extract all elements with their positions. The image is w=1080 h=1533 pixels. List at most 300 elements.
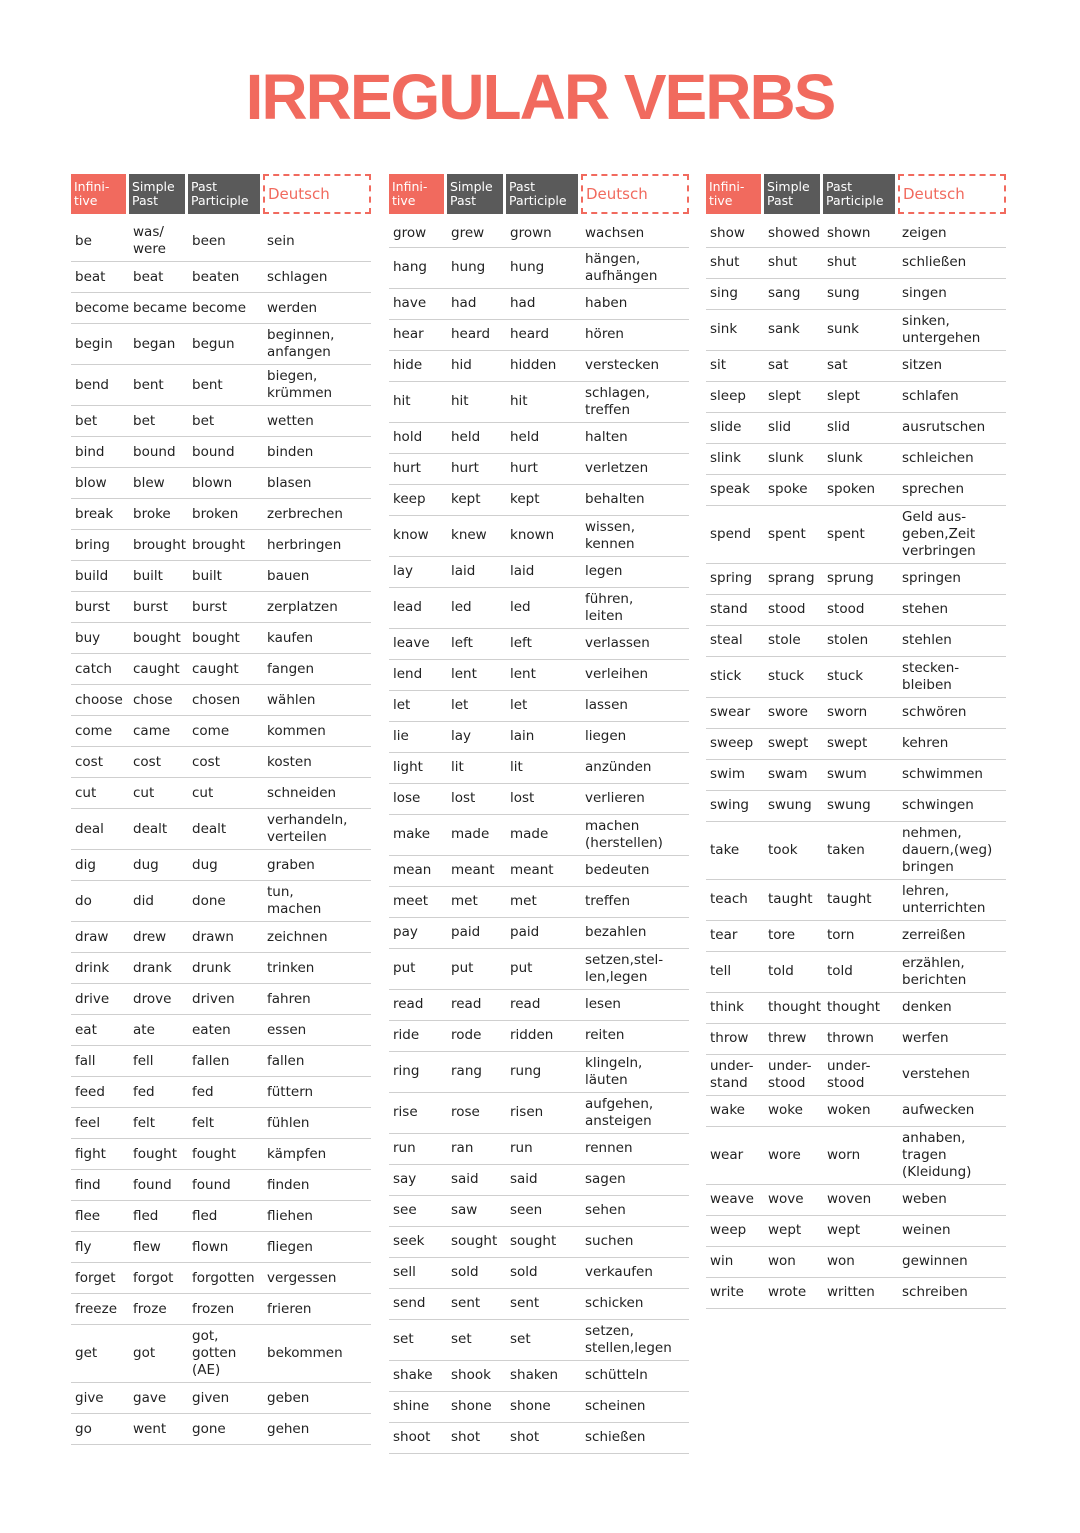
verb-row bbox=[389, 659, 689, 690]
cell-infinitive: shut bbox=[706, 247, 764, 278]
cell-past-participle: worn bbox=[823, 1126, 898, 1184]
cell-infinitive: leave bbox=[389, 628, 447, 659]
header-simple-past-label: Simple Past bbox=[450, 179, 493, 208]
cell-infinitive: do bbox=[71, 881, 129, 922]
cell-infinitive: spend bbox=[706, 505, 764, 563]
cell-simple-past: sank bbox=[764, 309, 823, 350]
cell-past-participle: slid bbox=[823, 412, 898, 443]
cell-deutsch: reiten bbox=[581, 1020, 689, 1051]
cell-simple-past: cut bbox=[129, 778, 188, 809]
cell-deutsch: aufgehen, ansteigen bbox=[581, 1092, 689, 1133]
cell-deutsch: sitzen bbox=[898, 350, 1006, 381]
verb-row bbox=[389, 1092, 689, 1133]
cell-infinitive: lead bbox=[389, 587, 447, 628]
cell-deutsch: schreiben bbox=[898, 1277, 1006, 1308]
cell-deutsch: herbringen bbox=[263, 530, 371, 561]
cell-simple-past: began bbox=[129, 324, 188, 365]
cell-deutsch: lassen bbox=[581, 690, 689, 721]
cell-past-participle: sworn bbox=[823, 697, 898, 728]
cell-deutsch: kämpfen bbox=[263, 1139, 371, 1170]
cell-deutsch: stehen bbox=[898, 594, 1006, 625]
cell-deutsch: werden bbox=[263, 293, 371, 324]
cell-simple-past: drank bbox=[129, 953, 188, 984]
verb-row bbox=[389, 556, 689, 587]
cell-simple-past: threw bbox=[764, 1023, 823, 1054]
cell-past-participle: come bbox=[188, 716, 263, 747]
verb-row bbox=[71, 468, 371, 499]
cell-past-participle: set bbox=[506, 1319, 581, 1360]
cell-past-participle: rung bbox=[506, 1051, 581, 1092]
cell-simple-past: made bbox=[447, 814, 506, 855]
cell-past-participle: woven bbox=[823, 1184, 898, 1215]
cell-infinitive: hang bbox=[389, 247, 447, 288]
verb-row bbox=[706, 759, 1006, 790]
verb-row bbox=[706, 920, 1006, 951]
cell-past-participle: heard bbox=[506, 319, 581, 350]
cell-past-participle: broken bbox=[188, 499, 263, 530]
cell-past-participle: lain bbox=[506, 721, 581, 752]
cell-simple-past: hit bbox=[447, 381, 506, 422]
cell-simple-past: fought bbox=[129, 1139, 188, 1170]
cell-past-participle: stolen bbox=[823, 625, 898, 656]
cell-infinitive: sweep bbox=[706, 728, 764, 759]
cell-infinitive: steal bbox=[706, 625, 764, 656]
cell-infinitive: get bbox=[71, 1325, 129, 1383]
verb-row bbox=[389, 1422, 689, 1453]
cell-simple-past: saw bbox=[447, 1195, 506, 1226]
verb-row bbox=[71, 809, 371, 850]
verb-row bbox=[71, 324, 371, 365]
header-simple-past bbox=[764, 172, 823, 216]
cell-simple-past: wept bbox=[764, 1215, 823, 1246]
cell-deutsch: blasen bbox=[263, 468, 371, 499]
cell-infinitive: hold bbox=[389, 422, 447, 453]
cell-deutsch: behalten bbox=[581, 484, 689, 515]
cell-deutsch: trinken bbox=[263, 953, 371, 984]
cell-simple-past: shone bbox=[447, 1391, 506, 1422]
cell-simple-past: lay bbox=[447, 721, 506, 752]
verb-row bbox=[71, 1325, 371, 1383]
cell-past-participle: said bbox=[506, 1164, 581, 1195]
verb-row bbox=[71, 365, 371, 406]
cell-infinitive: sleep bbox=[706, 381, 764, 412]
cell-infinitive: choose bbox=[71, 685, 129, 716]
cell-past-participle: lost bbox=[506, 783, 581, 814]
verb-row bbox=[706, 594, 1006, 625]
cell-simple-past: shot bbox=[447, 1422, 506, 1453]
cell-past-participle: made bbox=[506, 814, 581, 855]
cell-deutsch: erzählen, berichten bbox=[898, 951, 1006, 992]
verb-table-3 bbox=[706, 172, 1006, 1309]
cell-past-participle: sunk bbox=[823, 309, 898, 350]
cell-deutsch: zerreißen bbox=[898, 920, 1006, 951]
cell-past-participle: taken bbox=[823, 821, 898, 879]
verb-row bbox=[706, 1054, 1006, 1095]
verb-row bbox=[71, 1015, 371, 1046]
verb-table bbox=[389, 172, 689, 1454]
cell-deutsch: schneiden bbox=[263, 778, 371, 809]
cell-infinitive: hit bbox=[389, 381, 447, 422]
cell-infinitive: dig bbox=[71, 850, 129, 881]
cell-simple-past: fled bbox=[129, 1201, 188, 1232]
cell-past-participle: risen bbox=[506, 1092, 581, 1133]
verb-row bbox=[706, 1215, 1006, 1246]
cell-simple-past: swam bbox=[764, 759, 823, 790]
cell-deutsch: kaufen bbox=[263, 623, 371, 654]
cell-simple-past: froze bbox=[129, 1294, 188, 1325]
cell-simple-past: put bbox=[447, 948, 506, 989]
cell-past-participle: sought bbox=[506, 1226, 581, 1257]
cell-deutsch: fühlen bbox=[263, 1108, 371, 1139]
cell-simple-past: grew bbox=[447, 216, 506, 247]
cell-simple-past: felt bbox=[129, 1108, 188, 1139]
cell-past-participle: bound bbox=[188, 437, 263, 468]
cell-simple-past: got bbox=[129, 1325, 188, 1383]
cell-simple-past: showed bbox=[764, 216, 823, 247]
cell-deutsch: scheinen bbox=[581, 1391, 689, 1422]
verb-row bbox=[389, 917, 689, 948]
cell-past-participle: cost bbox=[188, 747, 263, 778]
cell-simple-past: wove bbox=[764, 1184, 823, 1215]
cell-simple-past: told bbox=[764, 951, 823, 992]
verb-table-1 bbox=[71, 172, 371, 1445]
cell-past-participle: paid bbox=[506, 917, 581, 948]
cell-simple-past: stuck bbox=[764, 656, 823, 697]
header-past-participle-label: Past Participle bbox=[191, 179, 249, 208]
verb-row bbox=[389, 721, 689, 752]
cell-simple-past: shut bbox=[764, 247, 823, 278]
cell-simple-past: sought bbox=[447, 1226, 506, 1257]
verb-row bbox=[389, 1360, 689, 1391]
header-simple-past-label: Simple Past bbox=[767, 179, 810, 208]
header-infinitive bbox=[71, 172, 129, 216]
cell-deutsch: hängen, aufhängen bbox=[581, 247, 689, 288]
verb-row bbox=[706, 879, 1006, 920]
cell-past-participle: done bbox=[188, 881, 263, 922]
cell-simple-past: heard bbox=[447, 319, 506, 350]
verb-row bbox=[71, 881, 371, 922]
cell-past-participle: begun bbox=[188, 324, 263, 365]
cell-past-participle: swung bbox=[823, 790, 898, 821]
verb-row bbox=[71, 778, 371, 809]
cell-simple-past: stood bbox=[764, 594, 823, 625]
cell-deutsch: sprechen bbox=[898, 474, 1006, 505]
cell-simple-past: had bbox=[447, 288, 506, 319]
cell-simple-past: spent bbox=[764, 505, 823, 563]
verb-row bbox=[71, 437, 371, 468]
cell-simple-past: swore bbox=[764, 697, 823, 728]
cell-simple-past: hid bbox=[447, 350, 506, 381]
cell-deutsch: fliehen bbox=[263, 1201, 371, 1232]
cell-infinitive: keep bbox=[389, 484, 447, 515]
cell-past-participle: been bbox=[188, 216, 263, 262]
cell-deutsch: schlagen, treffen bbox=[581, 381, 689, 422]
cell-simple-past: took bbox=[764, 821, 823, 879]
cell-deutsch: aufwecken bbox=[898, 1095, 1006, 1126]
cell-simple-past: ran bbox=[447, 1133, 506, 1164]
cell-infinitive: cost bbox=[71, 747, 129, 778]
cell-deutsch: schicken bbox=[581, 1288, 689, 1319]
cell-past-participle: sent bbox=[506, 1288, 581, 1319]
cell-past-participle: slept bbox=[823, 381, 898, 412]
header-infinitive-label: Infini- tive bbox=[74, 179, 110, 208]
cell-infinitive: sit bbox=[706, 350, 764, 381]
cell-past-participle: frozen bbox=[188, 1294, 263, 1325]
verb-row bbox=[389, 350, 689, 381]
verb-row bbox=[389, 1257, 689, 1288]
cell-infinitive: write bbox=[706, 1277, 764, 1308]
verb-row bbox=[706, 790, 1006, 821]
cell-deutsch: essen bbox=[263, 1015, 371, 1046]
cell-past-participle: thought bbox=[823, 992, 898, 1023]
cell-deutsch: wachsen bbox=[581, 216, 689, 247]
cell-simple-past: stole bbox=[764, 625, 823, 656]
cell-simple-past: woke bbox=[764, 1095, 823, 1126]
header-simple-past bbox=[447, 172, 506, 216]
header-past-participle bbox=[506, 172, 581, 216]
cell-past-participle: shone bbox=[506, 1391, 581, 1422]
cell-simple-past: burst bbox=[129, 592, 188, 623]
verb-row bbox=[389, 1020, 689, 1051]
cell-deutsch: kehren bbox=[898, 728, 1006, 759]
cell-deutsch: wetten bbox=[263, 406, 371, 437]
cell-deutsch: gewinnen bbox=[898, 1246, 1006, 1277]
cell-simple-past: sprang bbox=[764, 563, 823, 594]
cell-past-participle: fed bbox=[188, 1077, 263, 1108]
cell-deutsch: zerbrechen bbox=[263, 499, 371, 530]
cell-infinitive: ring bbox=[389, 1051, 447, 1092]
cell-deutsch: rennen bbox=[581, 1133, 689, 1164]
cell-simple-past: fed bbox=[129, 1077, 188, 1108]
cell-past-participle: flown bbox=[188, 1232, 263, 1263]
cell-simple-past: bet bbox=[129, 406, 188, 437]
cell-past-participle: lit bbox=[506, 752, 581, 783]
cell-infinitive: slink bbox=[706, 443, 764, 474]
cell-infinitive: burst bbox=[71, 592, 129, 623]
cell-infinitive: weep bbox=[706, 1215, 764, 1246]
cell-simple-past: rose bbox=[447, 1092, 506, 1133]
cell-simple-past: beat bbox=[129, 262, 188, 293]
cell-infinitive: send bbox=[389, 1288, 447, 1319]
verb-row bbox=[71, 984, 371, 1015]
cell-infinitive: run bbox=[389, 1133, 447, 1164]
cell-past-participle: become bbox=[188, 293, 263, 324]
verb-row bbox=[389, 1391, 689, 1422]
verb-row bbox=[71, 685, 371, 716]
cell-deutsch: stecken- bleiben bbox=[898, 656, 1006, 697]
cell-infinitive: lie bbox=[389, 721, 447, 752]
cell-simple-past: gave bbox=[129, 1383, 188, 1414]
cell-past-participle: under- stood bbox=[823, 1054, 898, 1095]
cell-infinitive: see bbox=[389, 1195, 447, 1226]
verb-row bbox=[71, 922, 371, 953]
verb-row bbox=[706, 443, 1006, 474]
cell-past-participle: slunk bbox=[823, 443, 898, 474]
header-infinitive-label: Infini- tive bbox=[392, 179, 428, 208]
cell-deutsch: schütteln bbox=[581, 1360, 689, 1391]
verb-row bbox=[706, 625, 1006, 656]
cell-deutsch: frieren bbox=[263, 1294, 371, 1325]
cell-past-participle: burst bbox=[188, 592, 263, 623]
cell-infinitive: swing bbox=[706, 790, 764, 821]
cell-past-participle: written bbox=[823, 1277, 898, 1308]
cell-simple-past: slunk bbox=[764, 443, 823, 474]
cell-simple-past: set bbox=[447, 1319, 506, 1360]
cell-deutsch: bedeuten bbox=[581, 855, 689, 886]
cell-past-participle: found bbox=[188, 1170, 263, 1201]
cell-deutsch: klingeln, läuten bbox=[581, 1051, 689, 1092]
verb-row bbox=[71, 293, 371, 324]
verb-row bbox=[71, 623, 371, 654]
cell-simple-past: sold bbox=[447, 1257, 506, 1288]
cell-simple-past: slid bbox=[764, 412, 823, 443]
cell-past-participle: sung bbox=[823, 278, 898, 309]
cell-infinitive: bet bbox=[71, 406, 129, 437]
cell-infinitive: fight bbox=[71, 1139, 129, 1170]
cell-simple-past: dug bbox=[129, 850, 188, 881]
cell-infinitive: hurt bbox=[389, 453, 447, 484]
verb-row bbox=[389, 628, 689, 659]
cell-past-participle: lent bbox=[506, 659, 581, 690]
cell-deutsch: verstehen bbox=[898, 1054, 1006, 1095]
cell-simple-past: caught bbox=[129, 654, 188, 685]
cell-infinitive: seek bbox=[389, 1226, 447, 1257]
verb-row bbox=[706, 247, 1006, 278]
verb-row bbox=[71, 216, 371, 262]
header-past-participle-label: Past Participle bbox=[826, 179, 884, 208]
cell-simple-past: rang bbox=[447, 1051, 506, 1092]
cell-infinitive: swim bbox=[706, 759, 764, 790]
cell-deutsch: fangen bbox=[263, 654, 371, 685]
cell-simple-past: held bbox=[447, 422, 506, 453]
verb-row bbox=[706, 1246, 1006, 1277]
cell-past-participle: led bbox=[506, 587, 581, 628]
cell-infinitive: meet bbox=[389, 886, 447, 917]
cell-infinitive: stand bbox=[706, 594, 764, 625]
cell-past-participle: bet bbox=[188, 406, 263, 437]
verb-row bbox=[706, 309, 1006, 350]
cell-past-participle: laid bbox=[506, 556, 581, 587]
header-deutsch-label: Deutsch bbox=[586, 185, 648, 203]
cell-deutsch: schwören bbox=[898, 697, 1006, 728]
cell-simple-past: lit bbox=[447, 752, 506, 783]
verb-row bbox=[71, 1232, 371, 1263]
cell-past-participle: met bbox=[506, 886, 581, 917]
verb-row bbox=[389, 886, 689, 917]
cell-simple-past: thought bbox=[764, 992, 823, 1023]
verb-row bbox=[706, 697, 1006, 728]
cell-past-participle: read bbox=[506, 989, 581, 1020]
cell-deutsch: vergessen bbox=[263, 1263, 371, 1294]
cell-deutsch: sinken, untergehen bbox=[898, 309, 1006, 350]
cell-simple-past: became bbox=[129, 293, 188, 324]
cell-simple-past: was/ were bbox=[129, 216, 188, 262]
cell-simple-past: chose bbox=[129, 685, 188, 716]
verb-row bbox=[706, 1277, 1006, 1308]
cell-infinitive: begin bbox=[71, 324, 129, 365]
verb-row bbox=[71, 1201, 371, 1232]
cell-simple-past: wore bbox=[764, 1126, 823, 1184]
cell-infinitive: forget bbox=[71, 1263, 129, 1294]
verb-row bbox=[71, 1383, 371, 1414]
verb-row bbox=[389, 319, 689, 350]
verb-row bbox=[706, 951, 1006, 992]
cell-past-participle: swum bbox=[823, 759, 898, 790]
cell-deutsch: tun, machen bbox=[263, 881, 371, 922]
cell-infinitive: beat bbox=[71, 262, 129, 293]
header-simple-past bbox=[129, 172, 188, 216]
cell-deutsch: verlieren bbox=[581, 783, 689, 814]
verb-row bbox=[706, 1023, 1006, 1054]
verb-row bbox=[389, 1195, 689, 1226]
cell-past-participle: held bbox=[506, 422, 581, 453]
cell-deutsch: zeichnen bbox=[263, 922, 371, 953]
cell-infinitive: give bbox=[71, 1383, 129, 1414]
cell-infinitive: shoot bbox=[389, 1422, 447, 1453]
cell-infinitive: fly bbox=[71, 1232, 129, 1263]
verb-row bbox=[706, 474, 1006, 505]
cell-past-participle: swept bbox=[823, 728, 898, 759]
cell-infinitive: mean bbox=[389, 855, 447, 886]
cell-infinitive: find bbox=[71, 1170, 129, 1201]
cell-infinitive: ride bbox=[389, 1020, 447, 1051]
header-past-participle bbox=[823, 172, 898, 216]
cell-deutsch: bekommen bbox=[263, 1325, 371, 1383]
verb-row bbox=[71, 1414, 371, 1445]
cell-deutsch: hören bbox=[581, 319, 689, 350]
cell-past-participle: blown bbox=[188, 468, 263, 499]
cell-past-participle: beaten bbox=[188, 262, 263, 293]
cell-infinitive: stick bbox=[706, 656, 764, 697]
cell-simple-past: paid bbox=[447, 917, 506, 948]
verb-row bbox=[389, 453, 689, 484]
cell-simple-past: said bbox=[447, 1164, 506, 1195]
cell-infinitive: take bbox=[706, 821, 764, 879]
verb-row bbox=[706, 563, 1006, 594]
cell-infinitive: spring bbox=[706, 563, 764, 594]
cell-deutsch: kosten bbox=[263, 747, 371, 778]
cell-deutsch: schwimmen bbox=[898, 759, 1006, 790]
cell-deutsch: schleichen bbox=[898, 443, 1006, 474]
cell-deutsch: fliegen bbox=[263, 1232, 371, 1263]
cell-infinitive: set bbox=[389, 1319, 447, 1360]
cell-deutsch: zerplatzen bbox=[263, 592, 371, 623]
cell-deutsch: verlassen bbox=[581, 628, 689, 659]
cell-infinitive: go bbox=[71, 1414, 129, 1445]
verb-row bbox=[71, 1139, 371, 1170]
cell-deutsch: fahren bbox=[263, 984, 371, 1015]
cell-deutsch: verstecken bbox=[581, 350, 689, 381]
cell-infinitive: show bbox=[706, 216, 764, 247]
cell-simple-past: rode bbox=[447, 1020, 506, 1051]
cell-deutsch: weben bbox=[898, 1184, 1006, 1215]
cell-past-participle: spent bbox=[823, 505, 898, 563]
cell-infinitive: eat bbox=[71, 1015, 129, 1046]
cell-infinitive: deal bbox=[71, 809, 129, 850]
cell-infinitive: know bbox=[389, 515, 447, 556]
cell-deutsch: suchen bbox=[581, 1226, 689, 1257]
cell-deutsch: binden bbox=[263, 437, 371, 468]
verb-table-2 bbox=[389, 172, 689, 1454]
verb-row bbox=[389, 1164, 689, 1195]
verb-table bbox=[706, 172, 1006, 1309]
cell-deutsch: beginnen, anfangen bbox=[263, 324, 371, 365]
cell-infinitive: shake bbox=[389, 1360, 447, 1391]
cell-past-participle: brought bbox=[188, 530, 263, 561]
cell-simple-past: spoke bbox=[764, 474, 823, 505]
header-past-participle bbox=[188, 172, 263, 216]
cell-infinitive: drive bbox=[71, 984, 129, 1015]
